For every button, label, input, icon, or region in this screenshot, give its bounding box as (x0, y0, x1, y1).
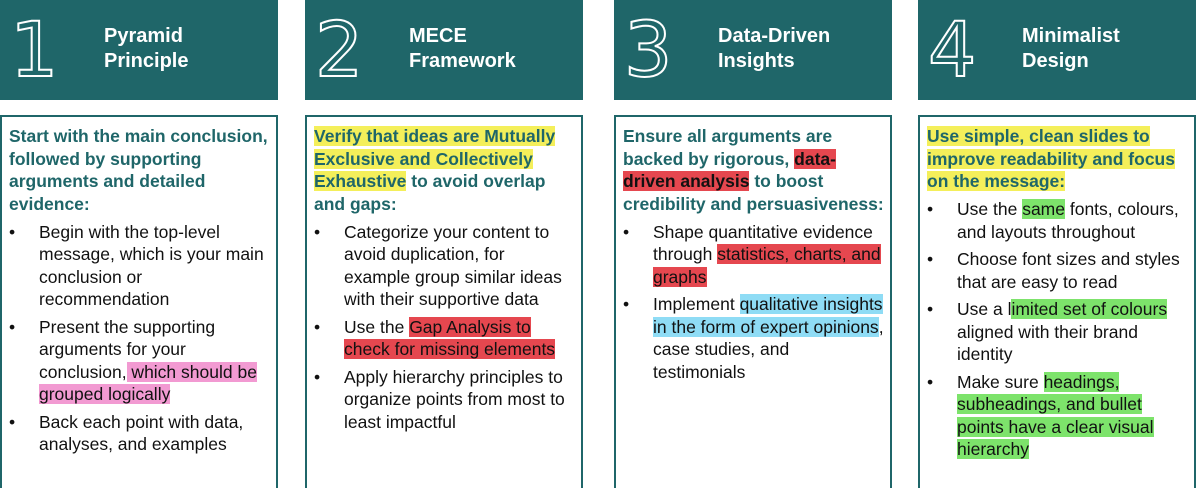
column-minimalist-design (918, 0, 1196, 488)
bullet-list (9, 221, 270, 456)
bullet-segment: Shape quantitative evidence through (653, 221, 873, 265)
bullet-segment: Categorize your content to avoid duplication, for example group similar ideas with their supportive data (344, 221, 562, 310)
bullet-segment: Make sure (957, 371, 1044, 392)
highlighted-segment: which should be grouped logically (39, 361, 257, 405)
column-title-line: Design (1022, 50, 1089, 72)
bullet-item (623, 293, 884, 383)
bullet-segment: Use the (344, 316, 410, 337)
intro-text (9, 125, 270, 216)
column-body (0, 115, 278, 488)
bullet-item (314, 366, 575, 434)
highlighted-segment: qualitative insights in the form of expert opinions (653, 294, 883, 337)
bullet-item (927, 298, 1188, 366)
intro-text (927, 125, 1188, 193)
bullet-item (927, 371, 1188, 461)
column-title (1022, 24, 1120, 74)
bullet-segment: Use the (957, 199, 1023, 220)
column-title (718, 24, 830, 74)
step-number: 1 (10, 5, 59, 94)
column-title-line: Insights (718, 50, 795, 72)
column-header (918, 0, 1196, 100)
intro-segment: Start with the main conclusion, followed by supporting arguments and detailed evidence: (9, 126, 268, 215)
bullet-segment: Implement (653, 294, 740, 315)
step-number: 4 (928, 5, 977, 94)
bullet-item (9, 411, 270, 456)
bullet-item (623, 221, 884, 289)
bullet-segment: Choose font sizes and styles that are easy to read (957, 249, 1180, 292)
column-body (305, 115, 583, 488)
step-number: 2 (315, 5, 364, 94)
bullet-item (9, 316, 270, 406)
bullet-item (9, 221, 270, 311)
bullet-segment: Begin with the top-level message, which is your main conclusion or recommendation (39, 221, 264, 310)
column-pyramid-principle (0, 0, 278, 488)
bullet-segment: Back each point with data, analyses, and examples (39, 411, 244, 455)
column-body (918, 115, 1196, 488)
intro-text (623, 125, 884, 216)
highlighted-segment: Use simple, clean slides to improve readability and focus on the message: (927, 126, 1175, 192)
column-title-line: Pyramid (104, 25, 183, 47)
bullet-item (314, 316, 575, 361)
column-header (305, 0, 583, 100)
column-header (614, 0, 892, 100)
bullet-list (314, 221, 575, 434)
bullet-item (927, 198, 1188, 243)
column-data-driven-insights (614, 0, 892, 488)
column-title-line: Principle (104, 50, 189, 72)
intro-text (314, 125, 575, 216)
intro-segment: Ensure all arguments are backed by rigorous, (623, 126, 833, 169)
highlighted-segment: Gap Analysis to check for missing elements (344, 316, 556, 360)
highlighted-segment: data-driven analysis (623, 148, 836, 192)
column-title (409, 24, 516, 74)
column-title (104, 24, 188, 74)
column-mece-framework (305, 0, 583, 488)
highlighted-segment: statistics, charts, and graphs (653, 244, 881, 287)
highlighted-segment: Verify that ideas are Mutually Exclusive and Collectively Exhaustive (314, 126, 556, 192)
column-header (0, 0, 278, 100)
column-title-line: Data-Driven (718, 25, 831, 47)
intro-segment: to avoid overlap and gaps: (314, 171, 546, 215)
column-title-line: Minimalist (1022, 25, 1120, 47)
bullet-list (623, 221, 884, 384)
bullet-segment: Apply hierarchy principles to organize points from most to least impactful (344, 366, 565, 432)
bullet-item (314, 221, 575, 311)
column-body (614, 115, 892, 488)
bullet-segment: Present the supporting arguments for your conclusion, (39, 316, 216, 382)
intro-segment: to boost credibility and persuasiveness: (623, 171, 884, 215)
highlighted-segment: headings, subheadings, and bullet points have a clear visual hierarchy (957, 371, 1154, 460)
bullet-segment: aligned with their brand identity (957, 321, 1138, 365)
highlighted-segment: same (1022, 199, 1065, 220)
column-title-line: MECE (409, 25, 467, 47)
bullet-segment: , case studies, and testimonials (653, 316, 884, 382)
highlighted-segment: imited set of colours (1011, 299, 1168, 320)
bullet-segment: fonts, colours, and layouts throughout (957, 199, 1179, 242)
bullet-item (927, 248, 1188, 293)
bullet-list (927, 198, 1188, 461)
step-number: 3 (624, 5, 673, 94)
bullet-segment: Use a l (957, 299, 1012, 320)
column-title-line: Framework (409, 50, 516, 72)
